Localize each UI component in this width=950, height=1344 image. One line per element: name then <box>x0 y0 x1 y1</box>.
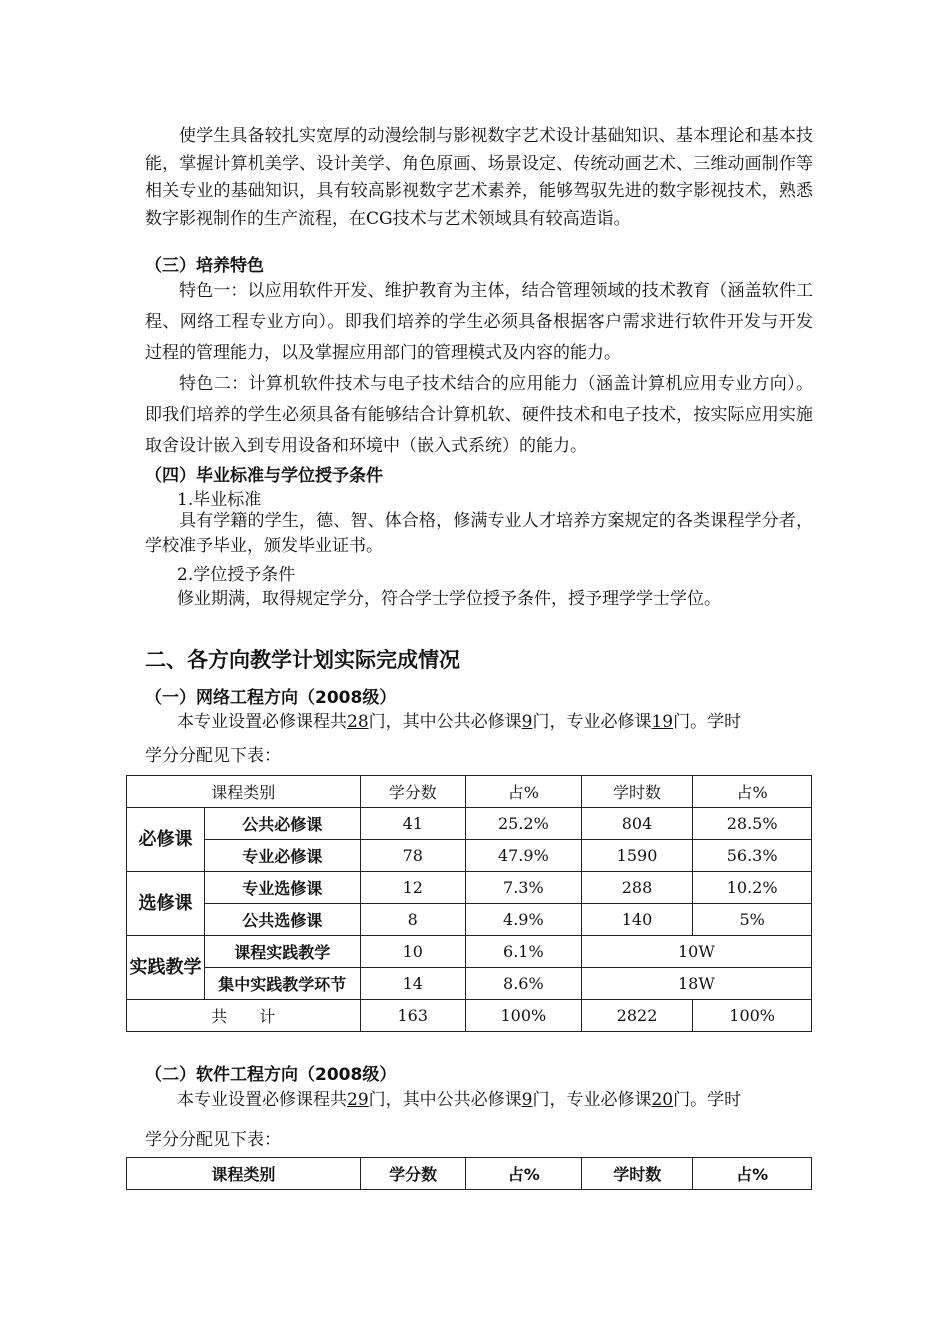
software-total-courses: 29 <box>347 1090 369 1110</box>
software-table-intro: 学分分配见下表： <box>145 1130 281 1150</box>
degree-condition-title: 2.学位授予条件 <box>177 565 296 585</box>
network-total-courses: 28 <box>347 712 369 732</box>
network-heading: （一）网络工程方向（2008级） <box>145 688 397 708</box>
table-row: 实践教学 课程实践教学 10 6.1% 10W <box>127 936 812 968</box>
software-public-courses: 9 <box>521 1090 533 1110</box>
graduation-standard-text: 具有学籍的学生，德、智、体合格，修满专业人才培养方案规定的各类课程学分者，学校准予毕业，颁发毕业证书。 <box>145 511 813 556</box>
network-table-intro: 学分分配见下表： <box>145 746 281 766</box>
software-major-courses: 20 <box>651 1090 674 1110</box>
heading-features: （三）培养特色 <box>145 256 264 276</box>
software-heading: （二）软件工程方向（2008级） <box>145 1065 397 1085</box>
table-row: 专业必修课 78 47.9% 1590 56.3% <box>127 840 812 872</box>
group-required: 必修课 <box>127 808 205 872</box>
graduation-standard-title: 1.毕业标准 <box>177 490 262 510</box>
section-heading: 二、各方向教学计划实际完成情况 <box>145 648 460 672</box>
table-row: 集中实践教学环节 14 8.6% 18W <box>127 968 812 1000</box>
table-row: 选修课 专业选修课 12 7.3% 288 10.2% <box>127 872 812 904</box>
software-course-summary: 本专业设置必修课程共29门，其中公共必修课9门，专业必修课20门。学时 <box>177 1090 742 1110</box>
table-row: 必修课 公共必修课 41 25.2% 804 28.5% <box>127 808 812 840</box>
network-course-summary: 本专业设置必修课程共28门，其中公共必修课9门，专业必修课19门。学时 <box>177 712 742 732</box>
feature-two-paragraph: 特色二：计算机软件技术与电子技术结合的应用能力（涵盖计算机应用专业方向）。即我们培养的学生必须具备有能够结合计算机软、硬件技术和电子技术，按实际应用实施取舍设计嵌入到专用设备和环境中（嵌入式系统）的能力。 <box>145 374 813 456</box>
heading-graduation: （四）毕业标准与学位授予条件 <box>145 466 383 486</box>
table-row: 公共选修课 8 4.9% 140 5% <box>127 904 812 936</box>
table-header-row: 课程类别 学分数 占% 学时数 占% <box>127 776 812 808</box>
network-major-courses: 19 <box>651 712 674 732</box>
table-total-row: 共 计 163 100% 2822 100% <box>127 1000 812 1032</box>
group-elective: 选修课 <box>127 872 205 936</box>
group-practice: 实践教学 <box>127 936 205 1000</box>
feature-one-paragraph: 特色一：以应用软件开发、维护教育为主体，结合管理领域的技术教育（涵盖软件工程、网络工程专业方向）。即我们培养的学生必须具备根据客户需求进行软件开发与开发过程的管理能力，以及掌握应用部门的管理模式及内容的能力。 <box>145 281 813 363</box>
network-public-courses: 9 <box>521 712 533 732</box>
software-credit-table <box>126 1157 812 1190</box>
intro-paragraph: 使学生具备较扎实宽厚的动漫绘制与影视数字艺术设计基础知识、基本理论和基本技能，掌握计算机美学、设计美学、角色原画、场景设定、传统动画艺术、三维动画制作等相关专业的基础知识，具有较高影视数字艺术素养，能够驾驭先进的数字影视技术，熟悉数字影视制作的生产流程，在CG技术与艺术领域具有较高造诣。 <box>145 126 813 229</box>
table-header-row: 课程类别 学分数 占% 学时数 占% <box>127 1158 812 1190</box>
network-credit-table <box>126 775 812 1032</box>
degree-condition-text: 修业期满，取得规定学分，符合学士学位授予条件，授予理学学士学位。 <box>177 589 721 609</box>
